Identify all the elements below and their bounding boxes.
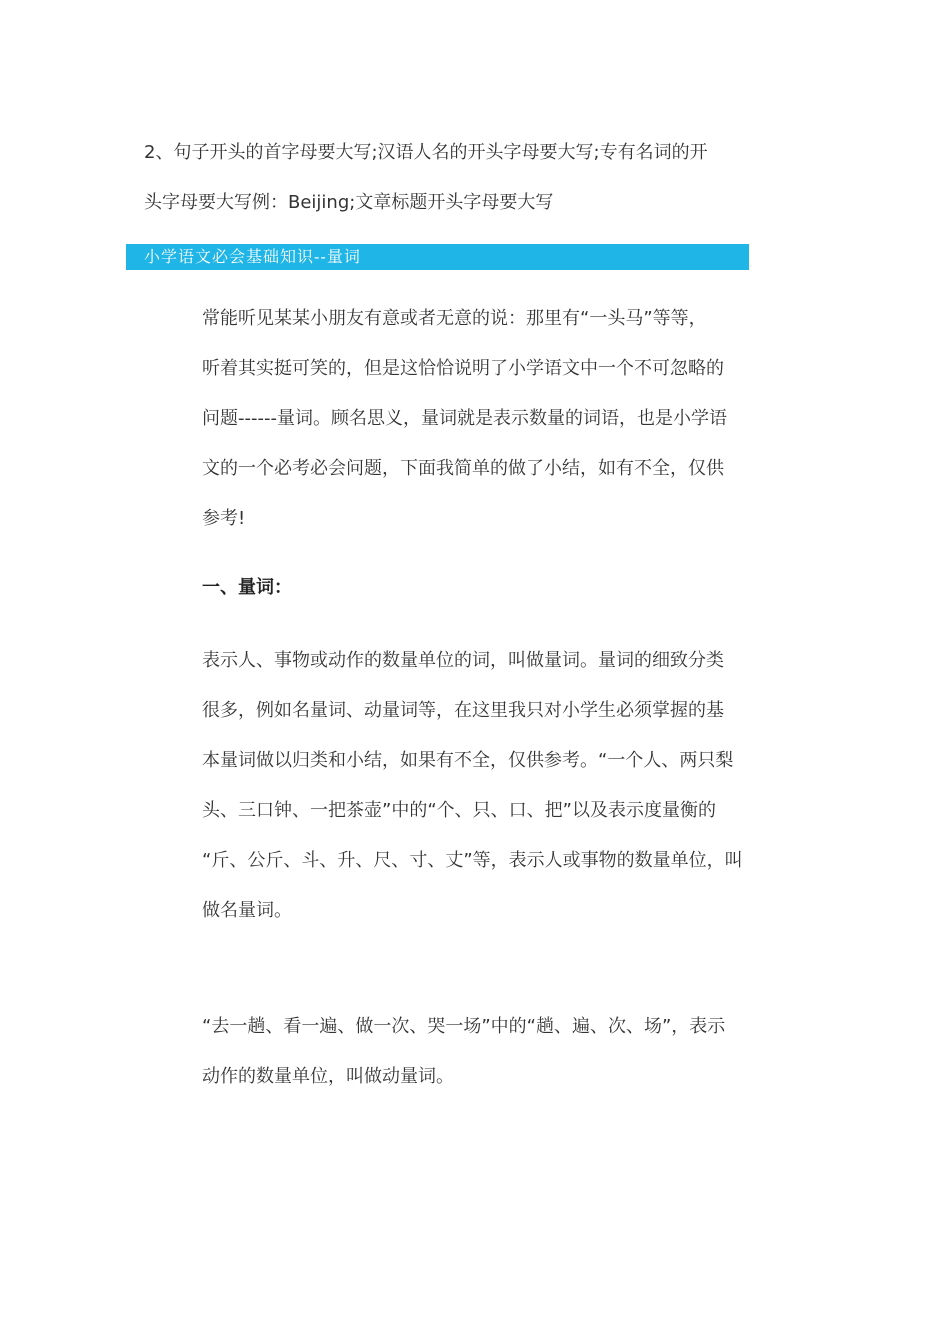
banner-title: 小学语文必会基础知识--量词 xyxy=(144,247,361,266)
section-banner xyxy=(126,244,749,270)
paragraph-noun-measure-words xyxy=(202,636,750,936)
text-line: 表示人、事物或动作的数量单位的词，叫做量词。量词的细致分类 xyxy=(202,650,724,671)
text-line: 动作的数量单位，叫做动量词。 xyxy=(202,1066,454,1087)
text-line: 问题------量词。顾名思义，量词就是表示数量的词语，也是小学语 xyxy=(202,408,727,429)
intro-paragraph xyxy=(144,128,752,228)
text-line: 头、三口钟、一把茶壶”中的“个、只、口、把”以及表示度量衡的 xyxy=(202,800,716,821)
intro-line-2: 头字母要大写例：Beijing;文章标题开头字母要大写 xyxy=(144,192,554,213)
text-line: 常能听见某某小朋友有意或者无意的说：那里有“一头马”等等， xyxy=(202,308,707,329)
intro-line-1: 2、句子开头的首字母要大写;汉语人名的开头字母要大写;专有名词的开 xyxy=(144,142,708,163)
paragraph-intro-measure-words xyxy=(202,294,750,544)
text-line: 做名量词。 xyxy=(202,900,292,921)
text-line: 本量词做以归类和小结，如果有不全，仅供参考。“一个人、两只梨 xyxy=(202,750,734,771)
text-line: 听着其实挺可笑的，但是这恰恰说明了小学语文中一个不可忽略的 xyxy=(202,358,724,379)
text-line: “去一趟、看一遍、做一次、哭一场”中的“趟、遍、次、场”，表示 xyxy=(202,1016,726,1037)
text-line: “斤、公斤、斗、升、尺、寸、丈”等，表示人或事物的数量单位，叫 xyxy=(202,850,743,871)
text-line: 文的一个必考必会问题，下面我简单的做了小结，如有不全，仅供 xyxy=(202,458,724,479)
text-line: 参考! xyxy=(202,508,246,529)
paragraph-verb-measure-words xyxy=(202,1002,750,1102)
section-heading: 一、量词： xyxy=(202,577,292,598)
text-line: 很多，例如名量词、动量词等，在这里我只对小学生必须掌握的基 xyxy=(202,700,724,721)
